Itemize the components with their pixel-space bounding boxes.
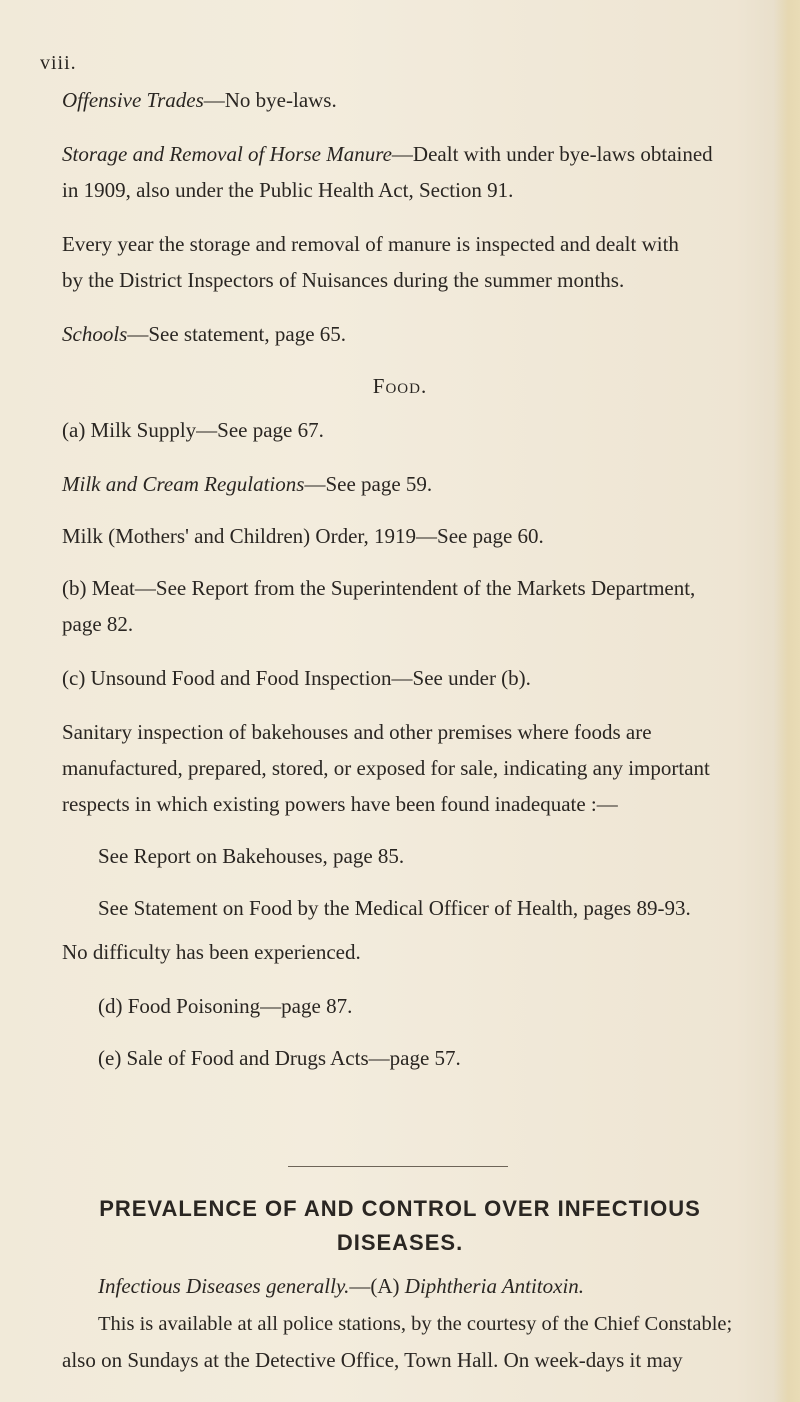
- schools-line: [62, 316, 768, 352]
- milk-order-line: Milk (Mothers' and Children) Order, 1919—See page 60.: [62, 524, 544, 548]
- manure-line-1: [62, 136, 768, 172]
- offensive-trades-line: [62, 82, 768, 118]
- sale-food-line: (e) Sale of Food and Drugs Acts—page 57.: [98, 1046, 461, 1070]
- schools-label: Schools: [62, 322, 128, 346]
- diphtheria-label: Diphtheria Antitoxin.: [404, 1274, 585, 1298]
- no-difficulty-line: No difficulty has been experienced.: [62, 940, 361, 964]
- infectious-dash: —(A): [349, 1274, 405, 1298]
- milk-cream-text: —See page 59.: [304, 472, 433, 496]
- milk-cream-label: Milk and Cream Regulations: [62, 472, 305, 496]
- bakehouses-line: See Report on Bakehouses, page 85.: [98, 844, 405, 868]
- every-year-line-2: by the District Inspectors of Nuisances during the summer months.: [62, 268, 625, 292]
- manure-line-2: in 1909, also under the Public Health Act, Section 91.: [62, 178, 514, 202]
- antitoxin-line-2: also on Sundays at the Detective Office, Town Hall. On week-days it may: [62, 1348, 683, 1372]
- manure-label: Storage and Removal of Horse Manure: [62, 142, 392, 166]
- infectious-line: [98, 1268, 768, 1304]
- antitoxin-line-1: This is available at all police stations, by the courtesy of the Chief Constable;: [98, 1313, 733, 1335]
- milk-cream-line: [62, 466, 768, 502]
- food-poisoning-line: (d) Food Poisoning—page 87.: [98, 994, 353, 1018]
- prevalence-heading-line-1: PREVALENCE OF AND CONTROL OVER INFECTIOUS: [99, 1196, 701, 1221]
- every-year-line-1: Every year the storage and removal of manure is inspected and dealt with: [62, 232, 679, 256]
- section-divider: [288, 1166, 508, 1167]
- sanitary-line-1: Sanitary inspection of bakehouses and other premises where foods are: [62, 720, 652, 744]
- page-number: viii.: [40, 52, 77, 74]
- offensive-trades-label: Offensive Trades: [62, 88, 204, 112]
- infectious-label: Infectious Diseases generally.: [98, 1274, 350, 1298]
- meat-line-1: (b) Meat—See Report from the Superintendent of the Markets Department,: [62, 576, 696, 600]
- food-heading: Food.: [372, 374, 428, 398]
- prevalence-heading-line-2: DISEASES.: [336, 1230, 464, 1255]
- sanitary-line-3: respects in which existing powers have been found inadequate :—: [62, 792, 618, 816]
- offensive-trades-text: —No bye-laws.: [203, 88, 337, 112]
- schools-text: —See statement, page 65.: [127, 322, 347, 346]
- unsound-food-line: (c) Unsound Food and Food Inspection—See under (b).: [62, 666, 531, 690]
- statement-food-line: See Statement on Food by the Medical Officer of Health, pages 89-93.: [98, 896, 691, 920]
- manure-text: —Dealt with under bye-laws obtained: [391, 142, 713, 166]
- meat-line-2: page 82.: [62, 612, 134, 636]
- sanitary-line-2: manufactured, prepared, stored, or exposed for sale, indicating any important: [62, 756, 710, 780]
- page-edge-shadow: [774, 0, 800, 1402]
- milk-supply-line: (a) Milk Supply—See page 67.: [62, 418, 324, 442]
